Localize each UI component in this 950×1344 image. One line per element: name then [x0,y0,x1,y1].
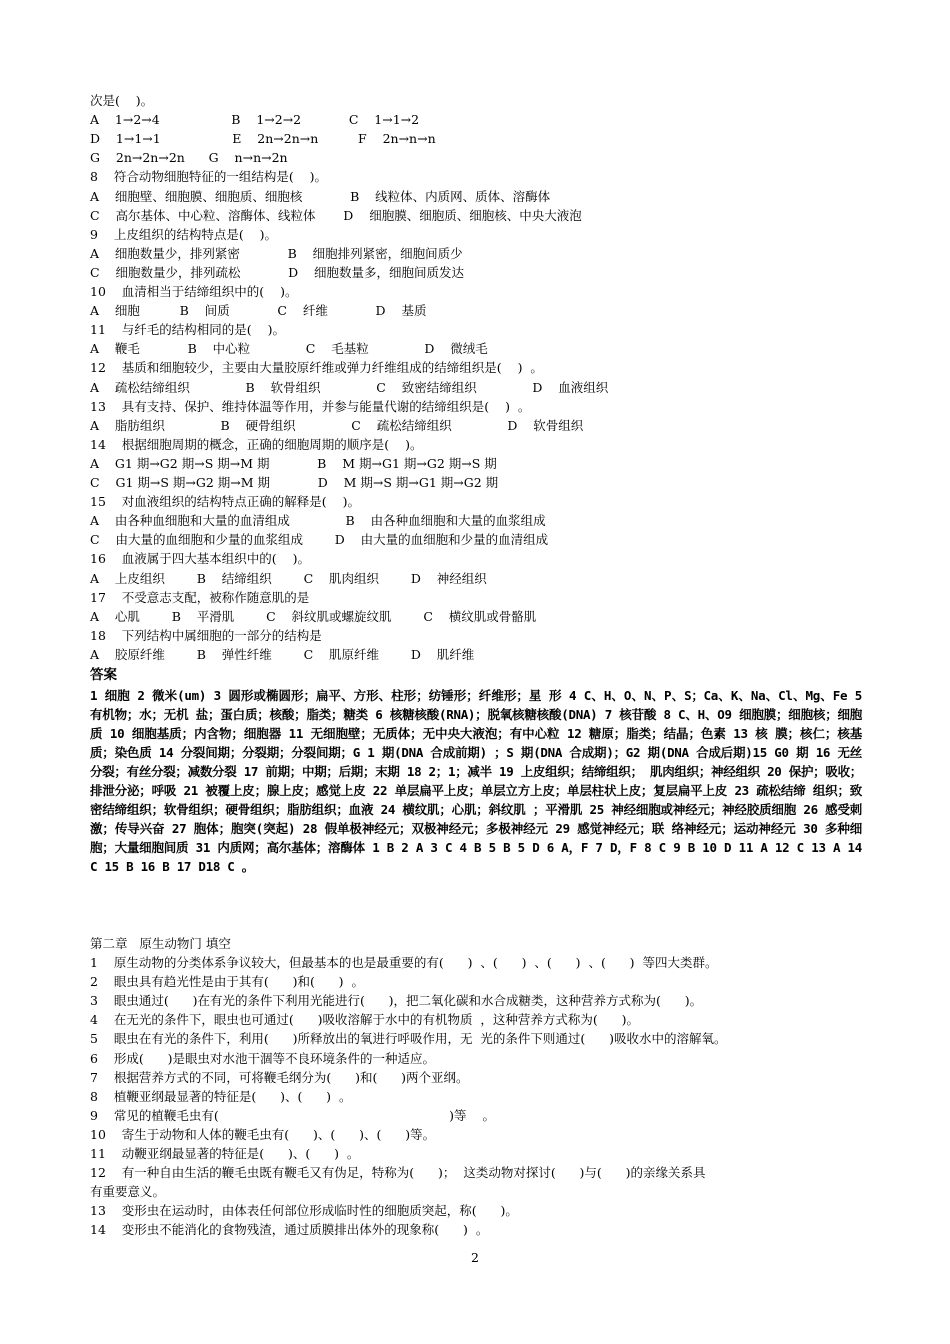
quiz-line: C 由大量的血细胞和少量的血浆组成 D 由大量的血细胞和少量的血清组成 [90,532,549,548]
quiz-line: A 细胞 B 间质 C 纤维 D 基质 [90,303,427,319]
quiz-line: A 1→2→4 B 1→2→2 C 1→1→2 [90,112,420,128]
quiz-line: 18 下列结构中属细胞的一部分的结构是 [90,627,322,643]
fill-in-line: 14 变形虫不能消化的食物残渣，通过质膜排出体外的现象称( ) 。 [90,1222,489,1238]
quiz-line: A 心肌 B 平滑肌 C 斜纹肌或螺旋纹肌 C 横纹肌或骨骼肌 [90,608,537,624]
quiz-line: A 细胞数量少，排列紧密 B 细胞排列紧密，细胞间质少 [90,245,463,261]
quiz-line: 13 具有支持、保护、维持体温等作用，并参与能量代谢的结缔组织是( ) 。 [90,398,531,414]
fill-in-line: 7 根据营养方式的不同，可将鞭毛纲分为( )和( )两个亚纲。 [90,1069,469,1085]
fill-in-line: 有重要意义。 [90,1184,166,1200]
quiz-line: A 由各种血细胞和大量的血清组成 B 由各种血细胞和大量的血浆组成 [90,513,546,529]
quiz-line: 17 不受意志支配，被称作随意肌的是 [90,589,310,605]
fill-in-line: 10 寄生于动物和人体的鞭毛虫有( )、( )、( )等。 [90,1126,436,1142]
quiz-line: D 1→1→1 E 2n→2n→n F 2n→n→n [90,131,436,147]
quiz-line: A 细胞壁、细胞膜、细胞质、细胞核 B 线粒体、内质网、质体、溶酶体 [90,188,551,204]
quiz-line: 14 根据细胞周期的概念，正确的细胞周期的顺序是( )。 [90,436,423,452]
answer-heading: 答案 [90,667,117,683]
quiz-line: A G1 期→G2 期→S 期→M 期 B M 期→G1 期→G2 期→S 期 [90,455,497,471]
quiz-line: A 胶原纤维 B 弹性纤维 C 肌原纤维 D 肌纤维 [90,646,475,662]
quiz-line: C 高尔基体、中心粒、溶酶体、线粒体 D 细胞膜、细胞质、细胞核、中央大液泡 [90,207,582,223]
quiz-line: A 上皮组织 B 结缔组织 C 肌肉组织 D 神经组织 [90,570,487,586]
fill-in-line: 13 变形虫在运动时，由体表任何部位形成临时性的细胞质突起，称( )。 [90,1203,518,1219]
quiz-line: A 疏松结缔组织 B 软骨组织 C 致密结缔组织 D 血液组织 [90,379,609,395]
quiz-line: 12 基质和细胞较少，主要由大量胶原纤维或弹力纤维组成的结缔组织是( ) 。 [90,360,543,376]
fill-in-line: 3 眼虫通过( )在有光的条件下利用光能进行( )，把二氧化碳和水合成糖类，这种营养方式称为( )。 [90,993,703,1009]
quiz-line: 11 与纤毛的结构相同的是( )。 [90,322,285,338]
fill-in-line: 2 眼虫具有趋光性是由于其有( )和( ) 。 [90,974,364,990]
fill-in-line: 1 原生动物的分类体系争议较大，但最基本的也是最重要的有( ) 、( ) 、( ) 、( ) 等四大类群。 [90,955,718,970]
fill-in-line: 8 植鞭亚纲最显著的特征是( )、( ) 。 [90,1088,352,1104]
quiz-line: 次是( )。 [90,93,154,108]
quiz-line: A 脂肪组织 B 硬骨组织 C 疏松结缔组织 D 软骨组织 [90,417,584,433]
chapter-title: 第二章 原生动物门 填空 [90,936,231,951]
quiz-line: 10 血清相当于结缔组织中的( )。 [90,284,298,299]
fill-in-line: 11 动鞭亚纲最显著的特征是( )、( ) 。 [90,1146,360,1161]
quiz-line: 15 对血液组织的结构特点正确的解释是( )。 [90,494,360,510]
fill-in-line: 9 常见的植鞭毛虫有( )等 。 [90,1107,495,1123]
page-number: 2 [471,1250,479,1265]
fill-in-line: 4 在无光的条件下，眼虫也可通过( )吸收溶解于水中的有机物质 ，这种营养方式称为( )。 [90,1012,639,1028]
fill-in-line: 6 形成( )是眼虫对水池干涸等不良环境条件的一种适应。 [90,1050,435,1066]
fill-in-line: 5 眼虫在有光的条件下，利用( )所释放出的氧进行呼吸作用，无 光的条件下则通过( )吸收水中的溶解氧。 [90,1031,727,1047]
answer-key-text: 1 细胞 2 微米(um) 3 圆形或椭圆形；扁平、方形、柱形；纺锤形；纤维形；星 形 4 C、H、O、N、P、S；Ca、K、Na、Cl、Mg、Fe 5 有机物；水；无机 盐；蛋白质；核酸；脂类；糖类 6 核糖核酸(RNA)；脱氧核糖核酸(DNA) 7 核苷酸 8 C、H、O9 细胞膜；细胞核；细胞质 10 细胞基质；内含物；细胞器 11 无细胞壁；无质体；无中央大液泡；有中心粒 12 糖原；脂类；结晶；色素 13 核 膜；核仁；核基质；染色质 14 分裂间期；分裂期；分裂间期；G 1 期(DNA 合成前期) ；S 期(DNA 合成期)；G2 期(DNA 合成后期)15 G0 期 16 无丝分裂；有丝分裂；减数分裂 17 前期；中期；后期；末期 18 2；1；减半 19 上皮组织；结缔组织； 肌肉组织；神经组织 20 保护；吸收；排泄分泌；呼吸 21 被覆上皮；腺上皮；感觉上皮 22 单层扁平上皮；单层立方上皮；单层柱状上皮；复层扁平上皮 23 疏松结缔 组织；致密结缔组织；软骨组织；硬骨组织；脂肪组织；血液 24 横纹肌；心肌；斜纹肌 ；平滑肌 25 神经细胞或神经元；神经胶质细胞 26 感受刺激；传导兴奋 27 胞体；胞突(突起) 28 假单极神经元；双极神经元；多极神经元 29 感觉神经元；联 络神经元；运动神经元 30 多种细胞；大量细胞间质 31 内质网；高尔基体；溶酶体 1 B 2 A 3 C 4 B 5 B 5 D 6 A，F 7 D，F 8 C 9 B 10 D 11 A 12 C 13 A 14 C 15 B 16 B 17 D18 C 。 [90,688,862,874]
quiz-line: 16 血液属于四大基本组织中的( )。 [90,551,310,567]
quiz-line: A 鞭毛 B 中心粒 C 毛基粒 D 微绒毛 [90,341,488,357]
quiz-line: G 2n→2n→2n G n→n→2n [90,150,288,166]
quiz-line: 8 符合动物细胞特征的一组结构是( )。 [90,169,327,185]
quiz-line: 9 上皮组织的结构特点是( )。 [90,226,277,242]
quiz-line: C G1 期→S 期→G2 期→M 期 D M 期→S 期→G1 期→G2 期 [90,475,499,490]
quiz-line: C 细胞数量少，排列疏松 D 细胞数量多，细胞间质发达 [90,264,465,280]
fill-in-line: 12 有一种自由生活的鞭毛虫既有鞭毛又有伪足，特称为( )； 这类动物对探讨( )与( )的亲缘关系具 [90,1165,706,1181]
